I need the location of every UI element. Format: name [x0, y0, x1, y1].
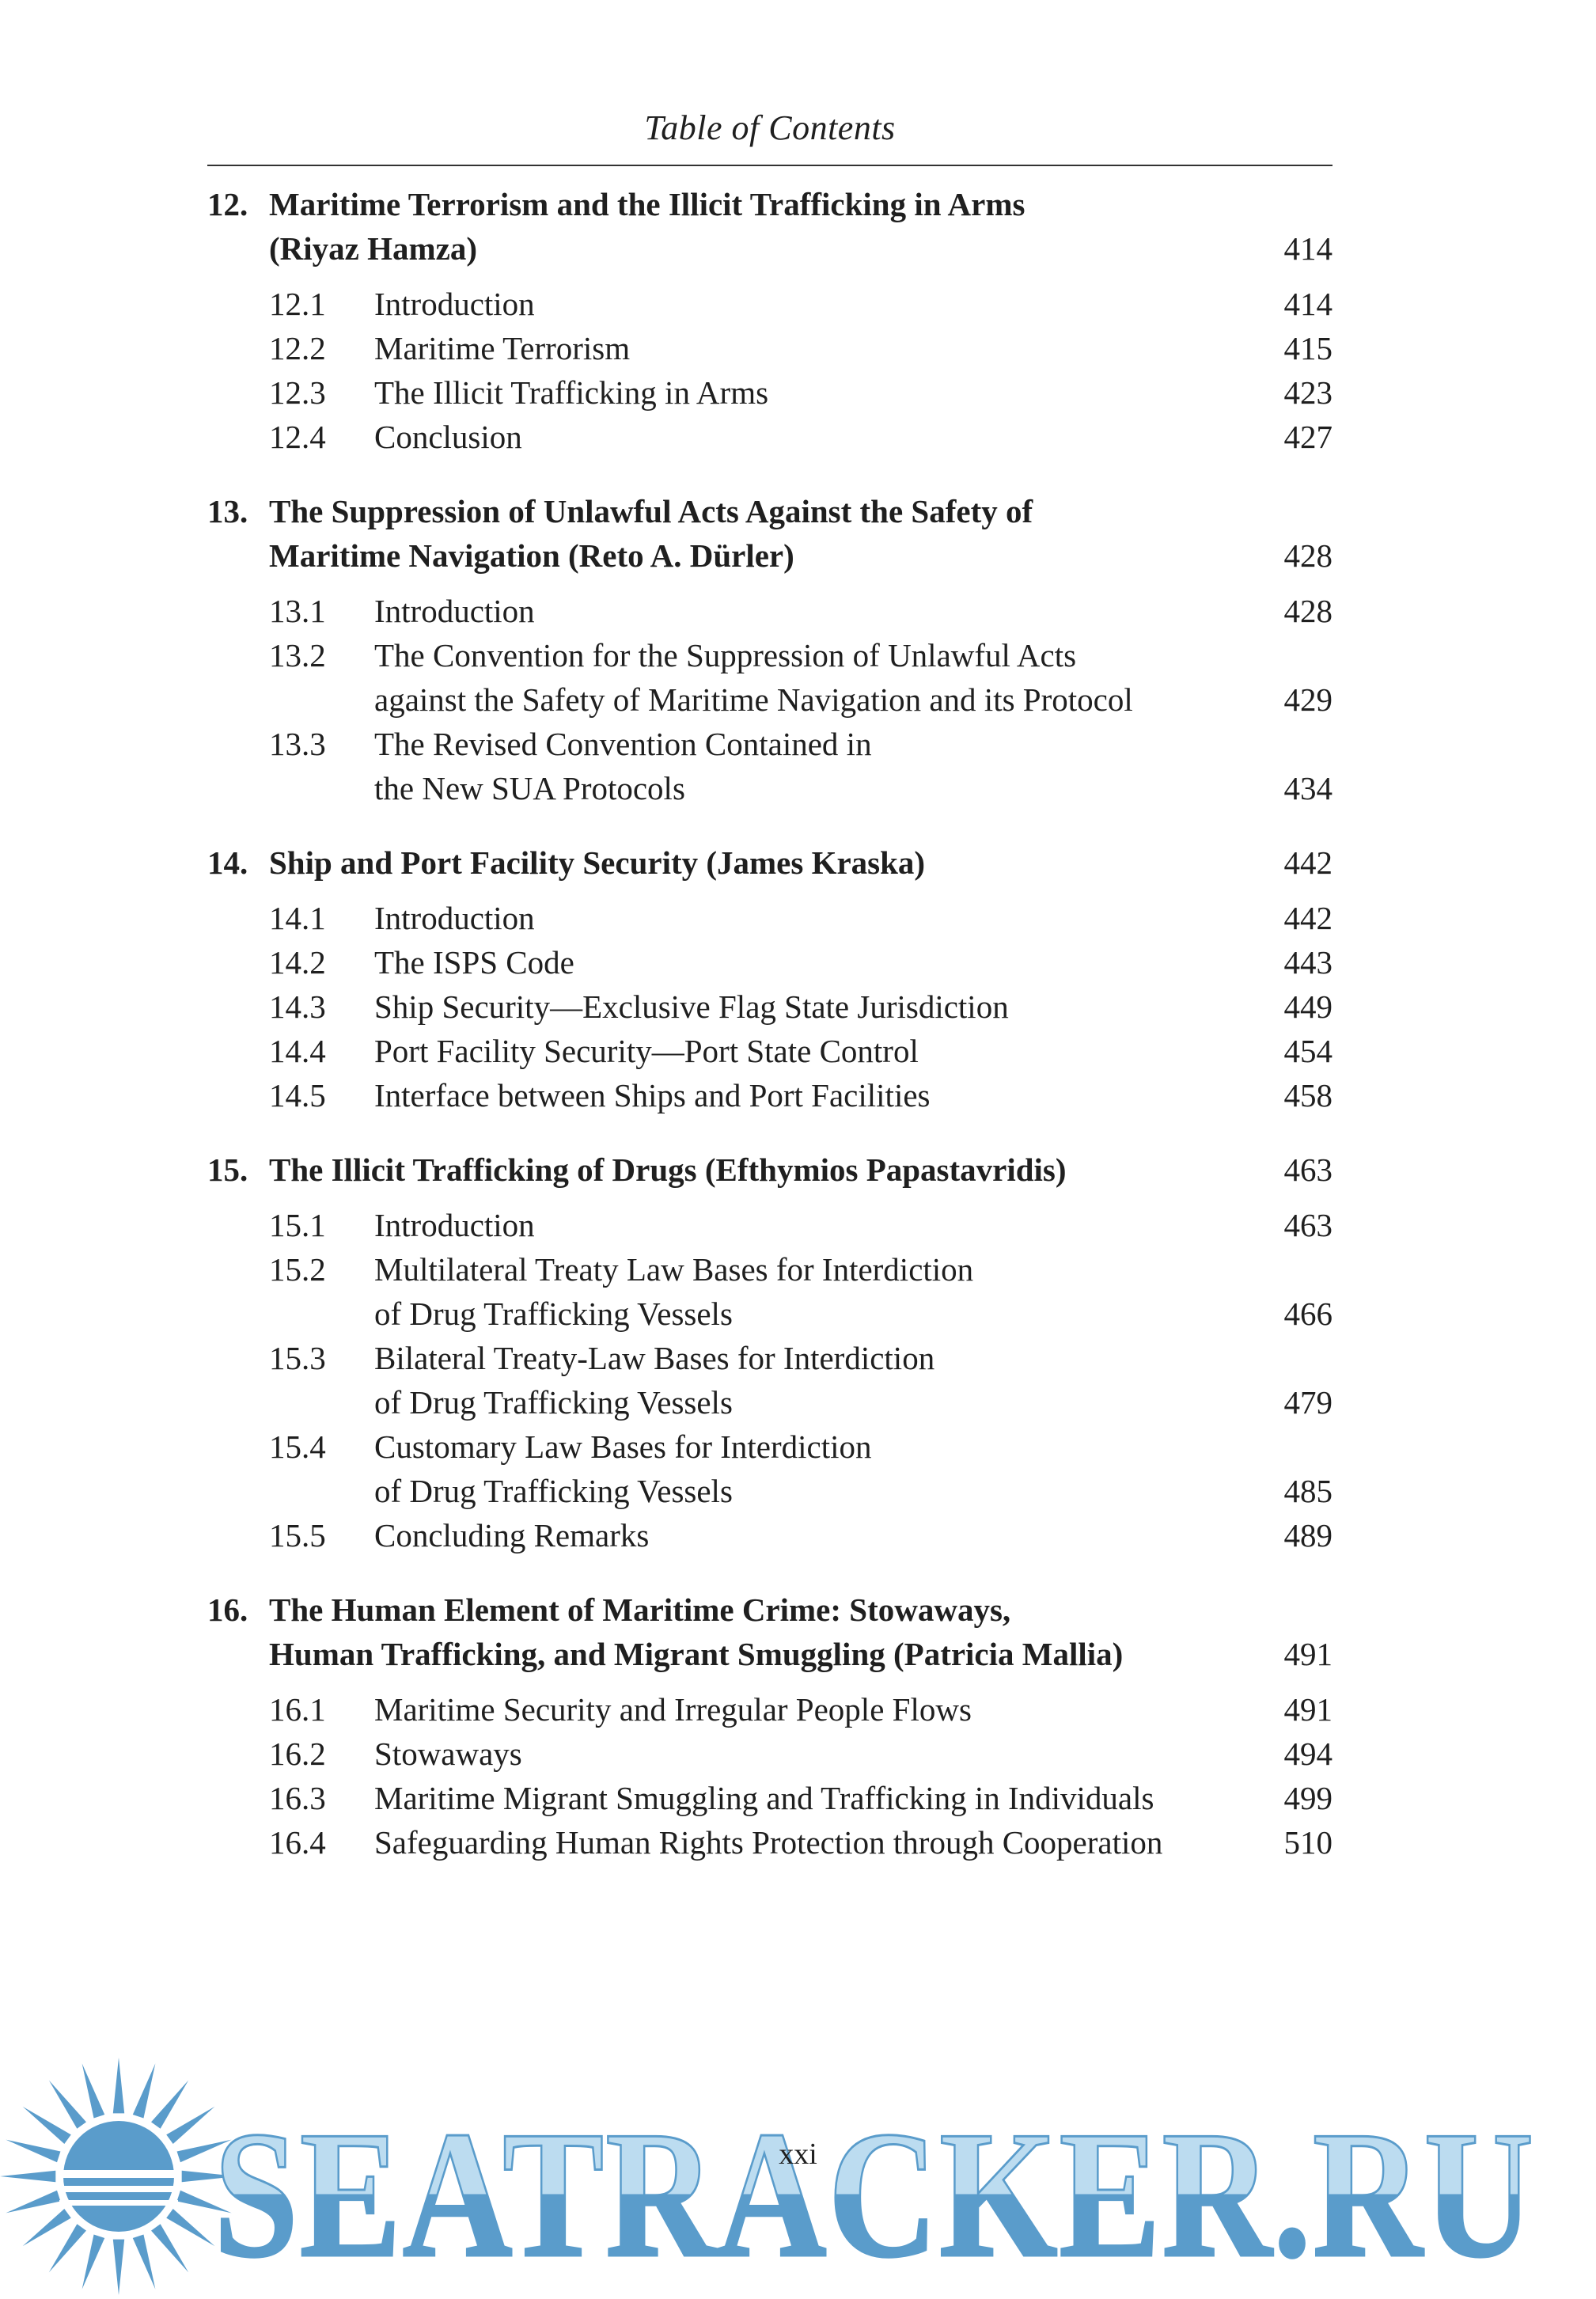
section-number: 15.4 [269, 1428, 326, 1465]
section-entry [207, 1820, 1333, 1865]
section-title-line: The Convention for the Suppression of Unlawful Acts [374, 637, 1077, 673]
section-title [374, 1776, 1238, 1820]
section-title [374, 282, 1238, 326]
section-title [374, 326, 1238, 370]
chapter-entry [207, 840, 1333, 1117]
section-number: 15.2 [269, 1251, 326, 1288]
section-number: 12.3 [269, 374, 326, 411]
chapter-entry [207, 489, 1333, 810]
section-title-line: Customary Law Bases for Interdiction [374, 1428, 872, 1465]
section-page: 485 [1283, 1473, 1333, 1509]
chapter-page: 414 [1283, 230, 1333, 267]
section-title [374, 1425, 1238, 1513]
chapter-title [269, 489, 1238, 578]
chapter-title [269, 840, 1238, 885]
section-page: 428 [1283, 593, 1333, 629]
section-title-line: against the Safety of Maritime Navigation and its Protocol [374, 681, 1133, 718]
section-page: 510 [1283, 1824, 1333, 1861]
chapter-page: 463 [1283, 1151, 1333, 1188]
sun-ray [113, 2240, 124, 2295]
section-title [374, 1336, 1238, 1425]
chapter-page: 442 [1283, 844, 1333, 881]
chapter-title-line: Maritime Navigation (Reto A. Dürler) [269, 537, 794, 574]
section-number: 16.4 [269, 1824, 326, 1861]
table-of-contents [207, 182, 1333, 1895]
section-title-line: The Revised Convention Contained in [374, 726, 872, 762]
section-entry [207, 1336, 1333, 1425]
section-entry [207, 1513, 1333, 1557]
section-page: 449 [1283, 988, 1333, 1025]
chapter-heading [207, 840, 1333, 885]
section-title [374, 415, 1238, 459]
section-page: 434 [1283, 770, 1333, 806]
section-list [207, 896, 1333, 1117]
section-number: 14.5 [269, 1077, 326, 1113]
sun-ray [133, 2063, 156, 2118]
chapter-title-line: Ship and Port Facility Security (James Kraska) [269, 844, 926, 881]
section-number: 15.1 [269, 1207, 326, 1243]
section-entry [207, 940, 1333, 984]
section-number: 15.3 [269, 1340, 326, 1376]
chapter-title-line: Maritime Terrorism and the Illicit Trafficking in Arms [269, 186, 1025, 222]
sun-ray [166, 2209, 214, 2246]
section-title-line: Introduction [374, 286, 535, 322]
sun-ray [0, 2171, 55, 2182]
section-title-line: Introduction [374, 900, 535, 936]
section-title-line: Multilateral Treaty Law Bases for Interdiction [374, 1251, 974, 1288]
sun-icon [0, 2058, 237, 2295]
section-number: 12.4 [269, 419, 326, 455]
section-entry [207, 1425, 1333, 1513]
chapter-number: 14. [207, 844, 248, 881]
chapter-page: 491 [1283, 1636, 1333, 1672]
header-rule [207, 165, 1333, 166]
sun-ray [151, 2081, 188, 2129]
section-list [207, 1687, 1333, 1865]
section-entry [207, 282, 1333, 326]
section-number: 16.1 [269, 1691, 326, 1728]
section-number: 14.1 [269, 900, 326, 936]
sun-ray [133, 2235, 156, 2290]
chapter-title-line: (Riyaz Hamza) [269, 230, 477, 267]
section-page: 454 [1283, 1033, 1333, 1069]
section-title [374, 940, 1238, 984]
sun-ray [151, 2224, 188, 2272]
chapter-title [269, 1588, 1238, 1676]
section-page: 466 [1283, 1296, 1333, 1332]
section-number: 14.3 [269, 988, 326, 1025]
chapter-title-line: The Human Element of Maritime Crime: Stowaways, [269, 1591, 1011, 1628]
sun-ray [23, 2209, 71, 2246]
section-entry [207, 1247, 1333, 1336]
section-entry [207, 589, 1333, 633]
section-title [374, 633, 1238, 722]
chapter-heading [207, 182, 1333, 271]
section-page: 499 [1283, 1780, 1333, 1816]
section-title [374, 1513, 1238, 1557]
section-page: 463 [1283, 1207, 1333, 1243]
chapter-number: 16. [207, 1591, 248, 1628]
watermark-logo [0, 2058, 1596, 2299]
section-number: 12.1 [269, 286, 326, 322]
section-list [207, 282, 1333, 459]
section-page: 491 [1283, 1691, 1333, 1728]
section-title [374, 1247, 1238, 1336]
section-page: 427 [1283, 419, 1333, 455]
section-entry [207, 896, 1333, 940]
section-page: 489 [1283, 1517, 1333, 1554]
sun-ray [82, 2063, 105, 2118]
sun-ray [49, 2081, 86, 2129]
section-title-line: Conclusion [374, 419, 522, 455]
section-title-line: of Drug Trafficking Vessels [374, 1473, 733, 1509]
section-title-line: Safeguarding Human Rights Protection through Cooperation [374, 1824, 1163, 1861]
section-entry [207, 1029, 1333, 1073]
section-page: 423 [1283, 374, 1333, 411]
section-entry [207, 1732, 1333, 1776]
chapter-number: 13. [207, 493, 248, 529]
chapter-number: 12. [207, 186, 248, 222]
sun-ray [82, 2235, 105, 2290]
chapter-title-line: Human Trafficking, and Migrant Smuggling (Patricia Mallia) [269, 1636, 1124, 1672]
section-number: 13.3 [269, 726, 326, 762]
section-number: 15.5 [269, 1517, 326, 1554]
section-number: 14.4 [269, 1033, 326, 1069]
section-title [374, 1820, 1238, 1865]
chapter-heading [207, 489, 1333, 578]
section-page: 494 [1283, 1736, 1333, 1772]
chapter-title [269, 182, 1238, 271]
section-entry [207, 984, 1333, 1029]
section-number: 13.2 [269, 637, 326, 673]
section-title-line: Introduction [374, 593, 535, 629]
sun-ray [6, 2191, 60, 2214]
chapter-entry [207, 1588, 1333, 1865]
section-number: 13.1 [269, 593, 326, 629]
section-title-line: Maritime Security and Irregular People Flows [374, 1691, 972, 1728]
section-number: 16.2 [269, 1736, 326, 1772]
chapter-entry [207, 182, 1333, 459]
chapter-page: 428 [1283, 537, 1333, 574]
sun-ray [49, 2224, 86, 2272]
section-entry [207, 1776, 1333, 1820]
section-page: 414 [1283, 286, 1333, 322]
section-entry [207, 633, 1333, 722]
section-title [374, 589, 1238, 633]
section-title-line: Ship Security—Exclusive Flag State Jurisdiction [374, 988, 1009, 1025]
section-title-line: Maritime Migrant Smuggling and Trafficking in Individuals [374, 1780, 1154, 1816]
section-entry [207, 1203, 1333, 1247]
section-number: 12.2 [269, 330, 326, 366]
section-list [207, 589, 1333, 810]
page-number: xxi [779, 2138, 817, 2171]
section-title-line: Concluding Remarks [374, 1517, 650, 1554]
section-entry [207, 1073, 1333, 1117]
section-title [374, 1073, 1238, 1117]
running-head: Table of Contents [644, 108, 896, 147]
chapter-entry [207, 1148, 1333, 1557]
svg-text:SEATRACKER.RU: SEATRACKER.RU [214, 2093, 1535, 2295]
chapter-heading [207, 1148, 1333, 1192]
section-entry [207, 370, 1333, 415]
section-title-line: The Illicit Trafficking in Arms [374, 374, 769, 411]
section-title [374, 370, 1238, 415]
section-list [207, 1203, 1333, 1557]
chapter-title-line: The Illicit Trafficking of Drugs (Efthymios Papastavridis) [269, 1151, 1067, 1188]
section-page: 429 [1283, 681, 1333, 718]
section-title [374, 722, 1238, 810]
section-page: 479 [1283, 1384, 1333, 1421]
section-title-line: Stowaways [374, 1736, 522, 1772]
section-page: 443 [1283, 944, 1333, 981]
section-title-line: The ISPS Code [374, 944, 574, 981]
section-number: 14.2 [269, 944, 326, 981]
sun-ray [113, 2058, 124, 2113]
section-title-line: Introduction [374, 1207, 535, 1243]
section-entry [207, 1687, 1333, 1732]
section-title-line: the New SUA Protocols [374, 770, 685, 806]
section-title [374, 1732, 1238, 1776]
section-entry [207, 415, 1333, 459]
section-page: 458 [1283, 1077, 1333, 1113]
section-title [374, 1029, 1238, 1073]
section-page: 442 [1283, 900, 1333, 936]
section-entry [207, 722, 1333, 810]
chapter-number: 15. [207, 1151, 248, 1188]
section-title [374, 1687, 1238, 1732]
section-title-line: Maritime Terrorism [374, 330, 631, 366]
section-title-line: of Drug Trafficking Vessels [374, 1296, 733, 1332]
section-title-line: Interface between Ships and Port Facilities [374, 1077, 931, 1113]
section-number: 16.3 [269, 1780, 326, 1816]
chapter-heading [207, 1588, 1333, 1676]
section-entry [207, 326, 1333, 370]
section-title-line: of Drug Trafficking Vessels [374, 1384, 733, 1421]
chapter-title-line: The Suppression of Unlawful Acts Against the Safety of [269, 493, 1033, 529]
section-page: 415 [1283, 330, 1333, 366]
section-title-line: Port Facility Security—Port State Control [374, 1033, 919, 1069]
section-title [374, 896, 1238, 940]
section-title [374, 984, 1238, 1029]
section-title-line: Bilateral Treaty-Law Bases for Interdiction [374, 1340, 935, 1376]
chapter-title [269, 1148, 1238, 1192]
section-title [374, 1203, 1238, 1247]
